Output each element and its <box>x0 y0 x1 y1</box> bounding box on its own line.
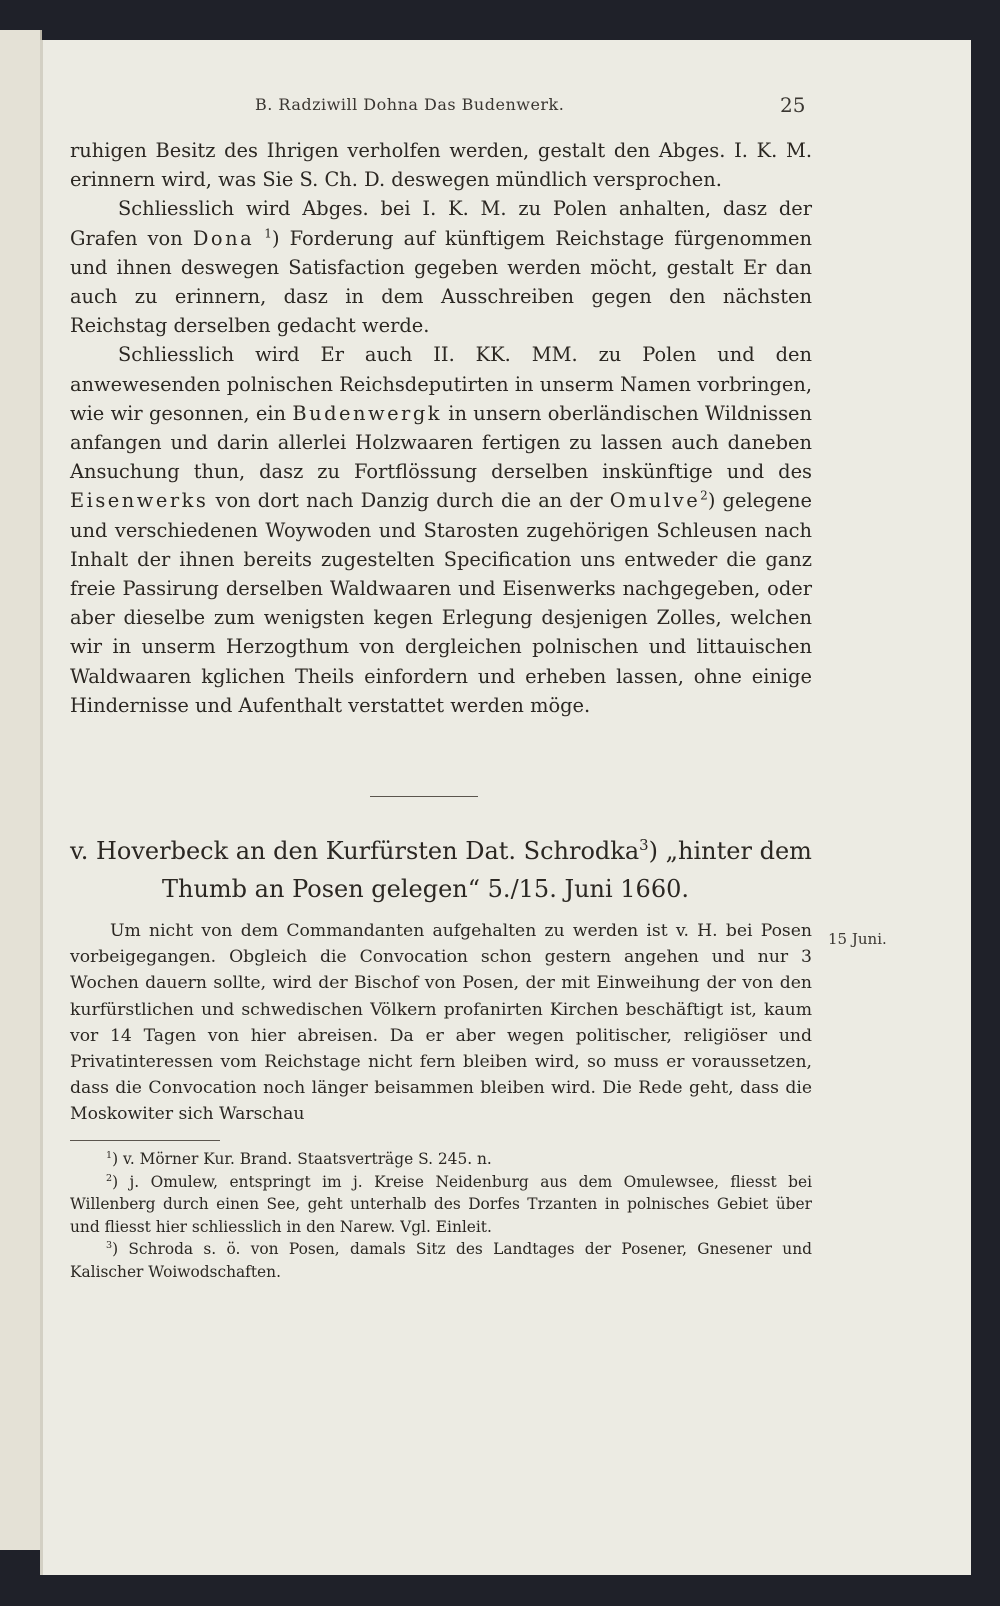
footnote-2 <box>70 1171 812 1239</box>
paragraph-3-text-d: ) gelegene und verschiedenen Woywoden und Starosten zugehörigen Schleusen nach Inhalt der ihnen bereits zugestelten Specification uns entweder die ganz freie Passirung derselben Waldwaaren und Eisenwerks nachgegeben, oder aber dieselbe zum wenigsten kegen Erlegung desjenigen Zolles, welchen wir in unserm Herzogthum von dergleichen polnischen und littauischen Waldwaaren kglichen Theils einfordern und erheben lassen, ohne einige Hindernisse und Aufenthalt verstattet werden möge. <box>70 489 812 717</box>
paragraph-2-text-b: ) Forderung auf künftigem Reichstage fürgenommen und ihnen deswegen Satisfaction gegeben werden möcht, gestalt Er dan auch zu erinnern, dasz in dem Ausschreiben gegen den nächsten Reichstag derselben gedacht werde. <box>70 226 812 338</box>
section-separator <box>370 796 478 797</box>
footnote-mark-3: 3 <box>106 1239 113 1251</box>
paragraph-3-text-b: in unsern oberländischen Wildnissen anfangen und darin allerlei Holzwaaren fertigen zu lassen auch daneben Ansuchung thun, dasz zu Fortflössung derselben inskünftige und des <box>70 401 812 484</box>
footnote-ref-3: 3 <box>639 836 649 854</box>
spaced-name-dona: Dona <box>192 226 255 250</box>
footnotes <box>70 1148 812 1283</box>
section-heading-text-b: ) „hinter dem <box>648 837 812 865</box>
spaced-word-budenwergk: Budenwergk <box>292 401 442 425</box>
footnote-mark-2: 2 <box>106 1172 113 1184</box>
letter-summary <box>70 918 812 1128</box>
paragraph-3-text-a: Schliesslich wird Er auch II. KK. MM. zu Polen und den anwewesenden polnischen Reichsdeputirten in unserm Namen vorbringen, wie wir gesonnen, ein <box>70 343 812 425</box>
footnote-3 <box>70 1238 812 1283</box>
footnote-ref-1: 1 <box>264 226 272 241</box>
paragraph-2-text-a: Schliesslich wird Abges. bei I. K. M. zu Polen anhalten, dasz der Grafen von <box>70 197 812 250</box>
spaced-word-eisenwerks: Eisenwerks <box>70 489 209 513</box>
section-heading <box>70 832 812 908</box>
letter-summary-text: Um nicht von dem Commandanten aufgehalten zu werden ist v. H. bei Posen vorbeigegangen. Obgleich die Convocation schon gestern angehen und nur 3 Wochen dauern sollte, wird der Bischof von Posen, der mit Einweihung der von den kurfürstlichen und schwedischen Völkern profanirten Kirchen beschäftigt ist, kaum vor 14 Tagen von hier abreisen. Da er aber wegen politischer, religiöser und Privatinteressen vom Reichstage nicht fern bleiben wird, so muss er voraussetzen, dass die Convocation noch länger beisammen bleiben wird. Die Rede geht, dass die Moskowiter sich Warschau <box>70 921 812 1125</box>
paragraph-3-text-c: von dort nach Danzig durch die an der <box>215 489 603 513</box>
body-text <box>70 136 812 720</box>
paragraph-3 <box>70 340 812 720</box>
section-heading-line-2: Thumb an Posen gelegen“ 5./15. Juni 1660. <box>162 875 689 903</box>
footnote-ref-2: 2 <box>700 488 708 503</box>
footnote-1-text: ) v. Mörner Kur. Brand. Staatsverträge S. 245. n. <box>112 1150 492 1168</box>
running-head: B. Radziwill Dohna Das Budenwerk. <box>255 95 565 114</box>
footnote-rule <box>70 1140 220 1141</box>
footnote-3-text: ) Schroda s. ö. von Posen, damals Sitz des Landtages der Posener, Gnesener und Kalischer Woiwodschaften. <box>70 1240 812 1281</box>
section-heading-text-a: v. Hoverbeck an den Kurfürsten Dat. Schrodka <box>70 837 640 865</box>
footnote-mark-1: 1 <box>106 1149 113 1161</box>
facing-page-edge <box>0 30 42 1550</box>
paragraph-1: ruhigen Besitz des Ihrigen verholfen werden, gestalt den Abges. I. K. M. erinnern wird, was Sie S. Ch. D. deswegen mündlich versprochen. <box>70 139 812 192</box>
footnote-2-text: ) j. Omulew, entspringt im j. Kreise Neidenburg aus dem Omulewsee, fliesst bei Willenberg durch einen See, geht unterhalb des Dorfes Trzanten in polnisches Gebiet über und fliesst hier schliesslich in den Narew. Vgl. Einleit. <box>70 1172 812 1236</box>
margin-date-note: 15 Juni. <box>828 930 887 948</box>
spaced-word-omulve: Omulve <box>609 489 701 513</box>
paragraph-2 <box>70 194 812 340</box>
page-number: 25 <box>780 93 806 117</box>
footnote-1 <box>70 1148 812 1171</box>
section-heading-line-1 <box>70 832 812 870</box>
